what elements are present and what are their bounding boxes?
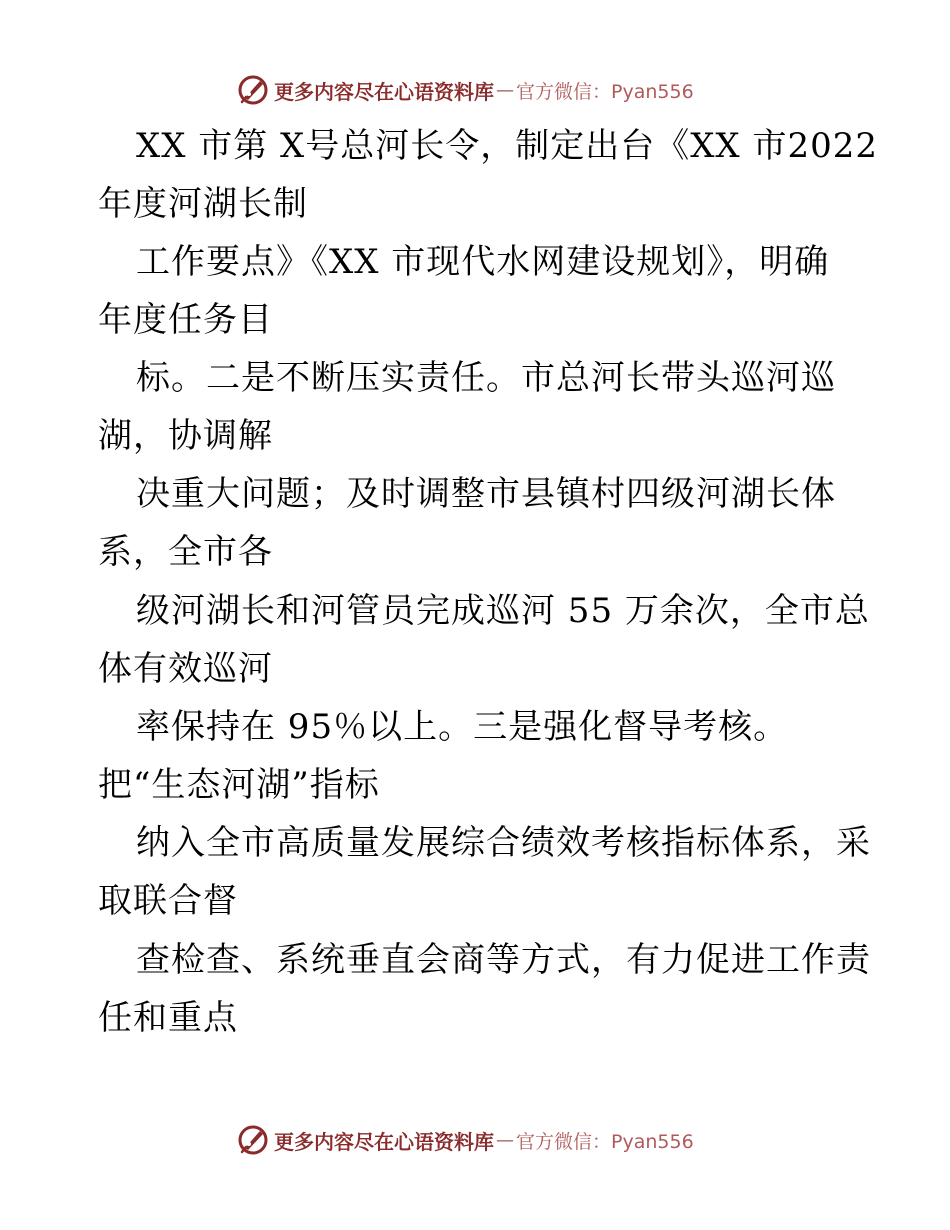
text-line: 系，全市各 bbox=[98, 532, 273, 572]
footer-watermark bbox=[236, 1122, 694, 1158]
text-line: 标。二是不断压实责任。市总河长带头巡河巡 bbox=[136, 358, 836, 398]
text-line: 年度任务目 bbox=[98, 300, 273, 340]
text-line: 查检查、系统垂直会商等方式，有力促进工作责 bbox=[136, 940, 871, 980]
text-line: 率保持在 95％以上。三是强化督导考核。 bbox=[136, 707, 789, 747]
text-line: 把“生态河湖”指标 bbox=[98, 765, 380, 805]
text-line: 任和重点 bbox=[98, 998, 238, 1038]
text-line: 纳入全市高质量发展综合绩效考核指标体系，采 bbox=[136, 823, 871, 863]
watermark-dash: — bbox=[496, 1129, 514, 1151]
text-line: 年度河湖长制 bbox=[98, 184, 308, 224]
text-line: 级河湖长和河管员完成巡河 55 万余次，全市总 bbox=[136, 591, 870, 631]
text-line: 取联合督 bbox=[98, 881, 238, 921]
watermark-wechat-text: 官方微信：Pyan556 bbox=[516, 1130, 694, 1153]
watermark-promo-text: 更多内容尽在心语资料库 bbox=[274, 79, 494, 104]
text-line: 决重大问题；及时调整市县镇村四级河湖长体 bbox=[136, 474, 836, 514]
text-line: 湖，协调解 bbox=[98, 416, 273, 456]
text-line: 工作要点》《XX 市现代水网建设规划》，明确 bbox=[136, 242, 830, 282]
quill-logo-icon bbox=[236, 1123, 270, 1157]
watermark-dash: — bbox=[496, 79, 514, 101]
watermark-wechat-text: 官方微信：Pyan556 bbox=[516, 80, 694, 103]
watermark-promo-text: 更多内容尽在心语资料库 bbox=[274, 1129, 494, 1154]
text-line: XX 市第 X号总河长令，制定出台《XX 市2022 bbox=[136, 126, 878, 166]
text-line: 体有效巡河 bbox=[98, 649, 273, 689]
